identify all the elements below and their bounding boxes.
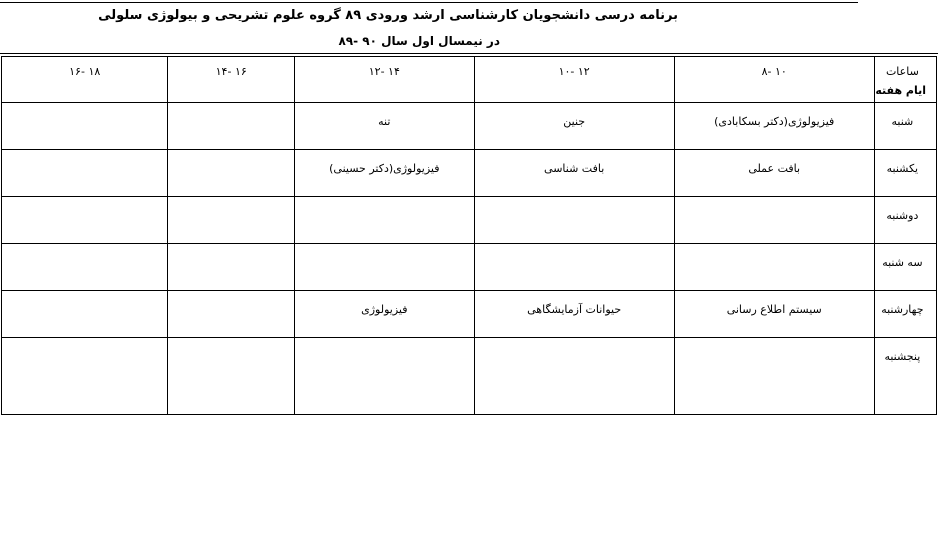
class-cell	[294, 338, 474, 415]
document-title: برنامه درسی دانشجویان کارشناسی ارشد ورودی ۸۹ گروه علوم تشریحی و بیولوژی سلولی	[98, 8, 678, 23]
course-label: جنین	[563, 115, 586, 128]
class-cell	[474, 103, 674, 150]
corner-cell	[874, 57, 936, 103]
day-label: شنبه	[891, 115, 914, 128]
day-cell	[874, 338, 936, 415]
class-cell	[474, 150, 674, 197]
class-cell	[674, 150, 874, 197]
course-label: فیزیولوژی(دکتر بسکابادی)	[714, 115, 835, 128]
table-row	[2, 338, 937, 415]
class-cell	[2, 291, 168, 338]
time-slot-label: ۱۴ -۱۲	[368, 65, 400, 78]
class-cell	[168, 291, 295, 338]
course-label: بافت عملی	[748, 162, 801, 175]
time-slot-label: ۱۰ -۸	[761, 65, 787, 78]
day-cell	[874, 103, 936, 150]
class-cell	[168, 244, 295, 291]
header-rule	[0, 53, 938, 54]
day-label: یکشنبه	[886, 162, 919, 175]
day-cell	[874, 150, 936, 197]
class-cell	[168, 150, 295, 197]
class-cell	[2, 197, 168, 244]
time-slot-header	[674, 57, 874, 103]
time-slot-header	[294, 57, 474, 103]
table-row	[2, 244, 937, 291]
course-label: سیستم اطلاع رسانی	[726, 303, 822, 316]
table-row	[2, 197, 937, 244]
table-row	[2, 150, 937, 197]
weekdays-label: ایام هفته	[875, 84, 926, 97]
time-slot-header	[168, 57, 295, 103]
class-cell	[294, 103, 474, 150]
class-cell	[2, 150, 168, 197]
class-cell	[168, 103, 295, 150]
class-cell	[674, 244, 874, 291]
class-cell	[294, 197, 474, 244]
class-cell	[168, 197, 295, 244]
table-row	[2, 103, 937, 150]
day-cell	[874, 197, 936, 244]
class-cell	[474, 197, 674, 244]
course-label: حیوانات آزمایشگاهی	[527, 303, 622, 316]
class-cell	[474, 291, 674, 338]
class-cell	[168, 338, 295, 415]
table-header-row	[2, 57, 937, 103]
day-label: چهارشنبه	[881, 303, 924, 316]
day-label: دوشنبه	[886, 209, 919, 222]
course-label: فیزیولوژی(دکتر حسینی)	[329, 162, 440, 175]
hours-label: ساعات	[885, 65, 919, 78]
course-label: تنه	[378, 115, 391, 128]
class-cell	[674, 291, 874, 338]
day-label: پنجشنبه	[884, 350, 921, 363]
schedule-table	[1, 56, 937, 415]
class-cell	[2, 103, 168, 150]
class-cell	[674, 103, 874, 150]
table-row	[2, 291, 937, 338]
class-cell	[674, 338, 874, 415]
document-subtitle: در نیمسال اول سال ۹۰ -۸۹	[338, 34, 500, 48]
day-label: سه شنبه	[882, 256, 923, 269]
course-label: فیزیولوژی	[361, 303, 408, 316]
day-cell	[874, 291, 936, 338]
course-label: بافت شناسی	[544, 162, 605, 175]
class-cell	[2, 338, 168, 415]
time-slot-label: ۱۸ -۱۶	[69, 65, 101, 78]
class-cell	[674, 197, 874, 244]
day-cell	[874, 244, 936, 291]
class-cell	[294, 291, 474, 338]
time-slot-header	[474, 57, 674, 103]
class-cell	[294, 244, 474, 291]
class-cell	[474, 244, 674, 291]
class-cell	[2, 244, 168, 291]
class-cell	[294, 150, 474, 197]
time-slot-header	[2, 57, 168, 103]
time-slot-label: ۱۲ -۱۰	[558, 65, 590, 78]
class-cell	[474, 338, 674, 415]
top-rule	[0, 2, 858, 3]
time-slot-label: ۱۶ -۱۴	[215, 65, 247, 78]
